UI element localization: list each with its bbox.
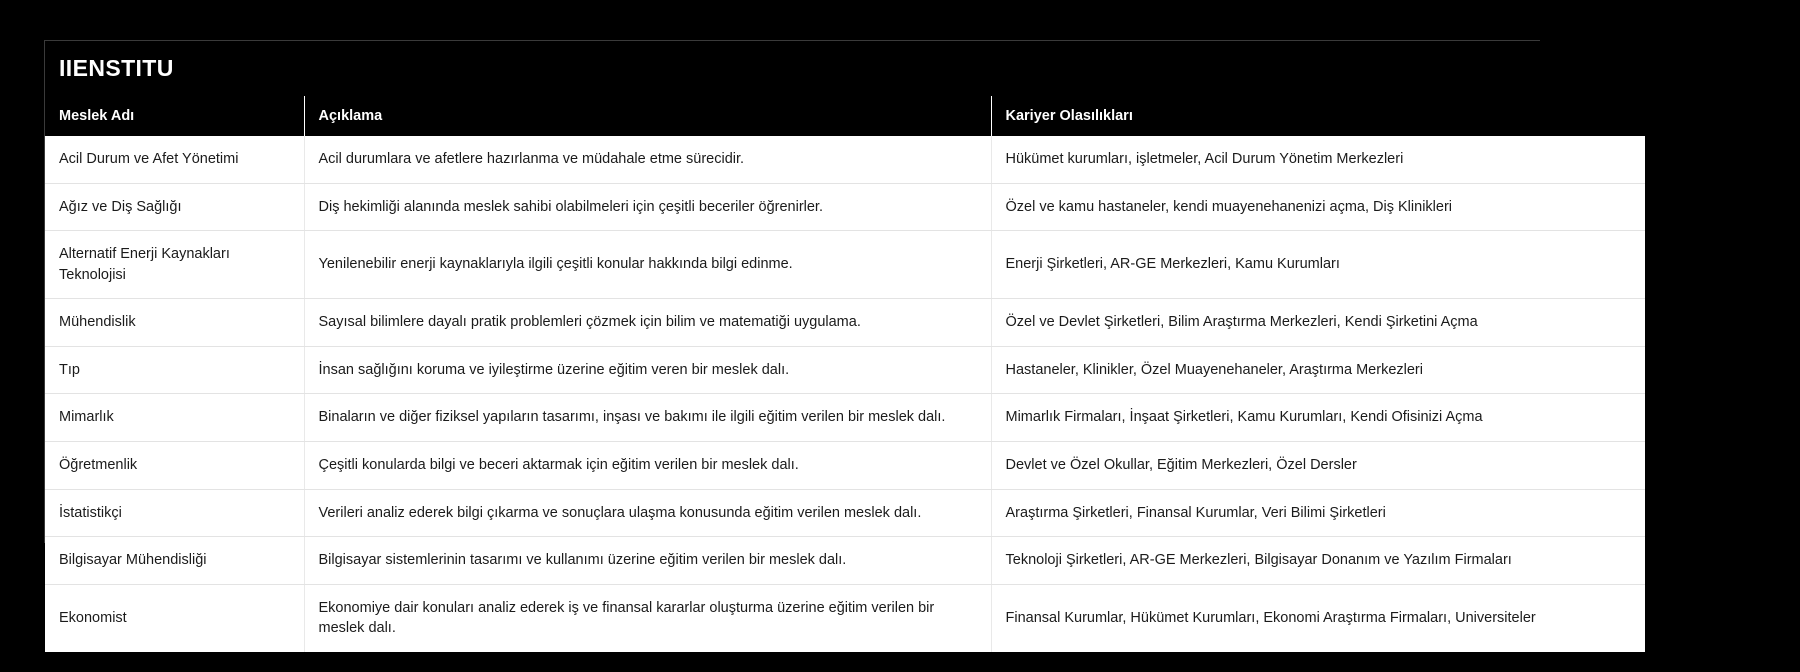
cell-aciklama: İnsan sağlığını koruma ve iyileştirme üzerine eğitim veren bir meslek dalı. xyxy=(304,346,991,394)
cell-meslek-adi: Bilgisayar Mühendisliği xyxy=(45,537,304,585)
table-row xyxy=(45,299,1645,347)
cell-meslek-adi: Acil Durum ve Afet Yönetimi xyxy=(45,136,304,183)
brand-logo: IIENSTITU xyxy=(59,55,174,81)
cell-aciklama: Yenilenebilir enerji kaynaklarıyla ilgili çeşitli konular hakkında bilgi edinme. xyxy=(304,231,991,299)
cell-kariyer-olasiliklari: Araştırma Şirketleri, Finansal Kurumlar, Veri Bilimi Şirketleri xyxy=(991,489,1645,537)
table-row xyxy=(45,394,1645,442)
cell-kariyer-olasiliklari: Enerji Şirketleri, AR-GE Merkezleri, Kamu Kurumları xyxy=(991,231,1645,299)
table-body xyxy=(45,136,1645,652)
cell-meslek-adi: Öğretmenlik xyxy=(45,442,304,490)
table-row xyxy=(45,489,1645,537)
cell-aciklama: Çeşitli konularda bilgi ve beceri aktarmak için eğitim verilen bir meslek dalı. xyxy=(304,442,991,490)
cell-meslek-adi: Tıp xyxy=(45,346,304,394)
table-row xyxy=(45,442,1645,490)
cell-aciklama: Binaların ve diğer fiziksel yapıların tasarımı, inşası ve bakımı ile ilgili eğitim verilen bir meslek dalı. xyxy=(304,394,991,442)
cell-meslek-adi: Ağız ve Diş Sağlığı xyxy=(45,183,304,231)
table-row xyxy=(45,346,1645,394)
cell-aciklama: Bilgisayar sistemlerinin tasarımı ve kullanımı üzerine eğitim verilen bir meslek dalı. xyxy=(304,537,991,585)
cell-kariyer-olasiliklari: Özel ve Devlet Şirketleri, Bilim Araştırma Merkezleri, Kendi Şirketini Açma xyxy=(991,299,1645,347)
cell-kariyer-olasiliklari: Hastaneler, Klinikler, Özel Muayenehaneler, Araştırma Merkezleri xyxy=(991,346,1645,394)
table-header-row xyxy=(45,96,1645,136)
cell-aciklama: Diş hekimliği alanında meslek sahibi olabilmeleri için çeşitli beceriler öğrenirler. xyxy=(304,183,991,231)
column-header-kariyer-olasiliklari[interactable]: Kariyer Olasılıkları xyxy=(991,96,1645,136)
cell-aciklama: Acil durumlara ve afetlere hazırlanma ve müdahale etme sürecidir. xyxy=(304,136,991,183)
cell-meslek-adi: Ekonomist xyxy=(45,584,304,652)
table-row xyxy=(45,183,1645,231)
table-row xyxy=(45,136,1645,183)
cell-meslek-adi: Alternatif Enerji Kaynakları Teknolojisi xyxy=(45,231,304,299)
cell-meslek-adi: Mimarlık xyxy=(45,394,304,442)
cell-kariyer-olasiliklari: Mimarlık Firmaları, İnşaat Şirketleri, Kamu Kurumları, Kendi Ofisinizi Açma xyxy=(991,394,1645,442)
cell-meslek-adi: Mühendislik xyxy=(45,299,304,347)
column-header-aciklama[interactable]: Açıklama xyxy=(304,96,991,136)
column-header-meslek-adi[interactable]: Meslek Adı xyxy=(45,96,304,136)
table-card xyxy=(44,40,1540,637)
cell-kariyer-olasiliklari: Finansal Kurumlar, Hükümet Kurumları, Ekonomi Araştırma Firmaları, Universiteler xyxy=(991,584,1645,652)
cell-meslek-adi: İstatistikçi xyxy=(45,489,304,537)
cell-aciklama: Sayısal bilimlere dayalı pratik problemleri çözmek için bilim ve matematiği uygulama. xyxy=(304,299,991,347)
table-card-inner xyxy=(45,41,1645,652)
table-header xyxy=(45,96,1645,136)
table-row xyxy=(45,584,1645,652)
table-row xyxy=(45,231,1645,299)
cell-kariyer-olasiliklari: Devlet ve Özel Okullar, Eğitim Merkezleri, Özel Dersler xyxy=(991,442,1645,490)
table-row xyxy=(45,537,1645,585)
cell-kariyer-olasiliklari: Hükümet kurumları, işletmeler, Acil Durum Yönetim Merkezleri xyxy=(991,136,1645,183)
cell-aciklama: Verileri analiz ederek bilgi çıkarma ve sonuçlara ulaşma konusunda eğitim verilen meslek dalı. xyxy=(304,489,991,537)
profession-table xyxy=(45,96,1645,652)
brand-header xyxy=(45,41,1645,96)
cell-aciklama: Ekonomiye dair konuları analiz ederek iş ve finansal kararlar oluşturma üzerine eğitim verilen bir meslek dalı. xyxy=(304,584,991,652)
cell-kariyer-olasiliklari: Teknoloji Şirketleri, AR-GE Merkezleri, Bilgisayar Donanım ve Yazılım Firmaları xyxy=(991,537,1645,585)
cell-kariyer-olasiliklari: Özel ve kamu hastaneler, kendi muayenehanenizi açma, Diş Klinikleri xyxy=(991,183,1645,231)
